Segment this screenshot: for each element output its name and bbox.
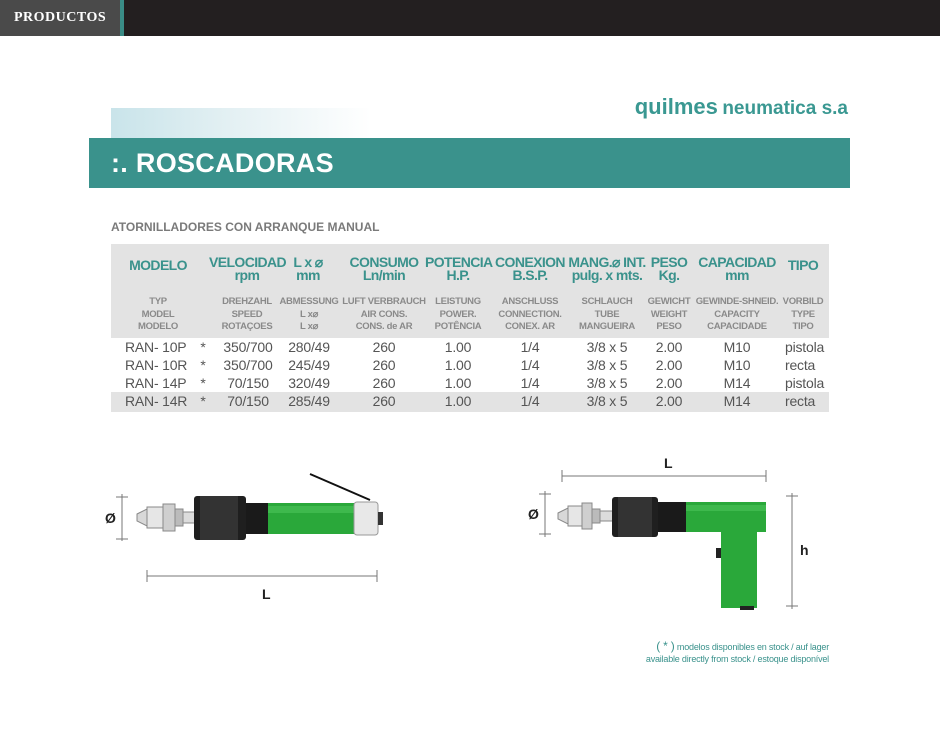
cell-modelo: RAN- 10P [125, 339, 187, 355]
cell-modelo: RAN- 10R [125, 357, 188, 373]
cell-peso: 2.00 [655, 339, 683, 355]
cell-lxd: 320/49 [288, 375, 330, 391]
cell-velocidad: 70/150 [227, 375, 269, 391]
cell-consumo: 260 [372, 357, 396, 373]
cell-consumo: 260 [372, 339, 396, 355]
col-head-potencia: POTENCIA H.P. [425, 254, 493, 283]
footnote-asterisk: ( * ) [656, 639, 675, 653]
footnote-line1: modelos disponibles en stock / auf lager [676, 642, 829, 652]
brand-name-part2: neumatica s.a [722, 98, 848, 119]
cell-tipo: pistola [785, 375, 825, 391]
col-sub-mang: SCHLAUCH TUBE MANGUEIRA [579, 296, 635, 332]
cell-velocidad: 70/150 [227, 393, 269, 409]
cell-stock: * [200, 375, 206, 391]
cell-conexion: 1/4 [520, 339, 540, 355]
pistol-diameter-label: Ø [528, 506, 539, 522]
section-title: :. ROSCADORAS [111, 148, 334, 178]
col-sub-consumo: LUFT VERBRAUCH AIR CONS. CONS. de AR [342, 296, 426, 332]
cell-potencia: 1.00 [444, 339, 472, 355]
col-head-tipo: TIPO [787, 257, 819, 273]
cell-modelo: RAN- 14R [125, 393, 188, 409]
col-head-mang: MANG.⌀ INT. pulg. x mts. [568, 254, 646, 283]
cell-mang: 3/8 x 5 [586, 357, 628, 373]
col-sub-capacidad: GEWINDE-SHNEID. CAPACITY CAPACIDADE [695, 296, 779, 332]
cell-lxd: 280/49 [288, 339, 330, 355]
col-sub-lxd: ABMESSUNG L x⌀ L x⌀ [279, 296, 339, 332]
cell-stock: * [200, 393, 206, 409]
cell-mang: 3/8 x 5 [586, 339, 628, 355]
col-sub-conexion: ANSCHLUSS CONNECTION. CONEX. AR [498, 296, 562, 332]
cell-conexion: 1/4 [520, 375, 540, 391]
pistol-height-label: h [800, 542, 809, 558]
cell-consumo: 260 [372, 393, 396, 409]
cell-velocidad: 350/700 [223, 339, 273, 355]
col-sub-velocidad: DREHZAHL SPEED ROTAÇOES [221, 296, 273, 332]
cell-conexion: 1/4 [520, 393, 540, 409]
cell-capacidad: M14 [723, 393, 751, 409]
col-head-conexion: CONEXION B.S.P. [495, 254, 565, 283]
cell-capacidad: M10 [723, 339, 751, 355]
pistol-length-label: L [664, 455, 673, 471]
cell-potencia: 1.00 [444, 357, 472, 373]
col-head-consumo: CONSUMO Ln/min [349, 254, 419, 283]
cell-consumo: 260 [372, 375, 396, 391]
cell-lxd: 245/49 [288, 357, 330, 373]
cell-stock: * [200, 339, 206, 355]
cell-capacidad: M10 [723, 357, 751, 373]
brand-name-part1: quilmes [634, 94, 718, 119]
cell-tipo: pistola [785, 339, 825, 355]
cell-peso: 2.00 [655, 375, 683, 391]
col-sub-potencia: LEISTUNG POWER. POTÊNCIA [434, 296, 482, 332]
cell-velocidad: 350/700 [223, 357, 273, 373]
col-sub-modelo: TYP MODEL MODELO [138, 296, 178, 332]
tab-productos[interactable]: PRODUCTOS [0, 0, 124, 36]
cell-potencia: 1.00 [444, 375, 472, 391]
section-subtitle: ATORNILLADORES CON ARRANQUE MANUAL [111, 220, 380, 234]
straight-length-label: L [262, 586, 271, 602]
col-sub-tipo: VORBILD TYPE TIPO [782, 296, 824, 332]
col-sub-peso: GEWICHT WEIGHT PESO [647, 296, 691, 332]
cell-lxd: 285/49 [288, 393, 330, 409]
cell-peso: 2.00 [655, 393, 683, 409]
cell-tipo: recta [785, 393, 816, 409]
stock-footnote [646, 640, 829, 665]
straight-tool-drawing [116, 474, 383, 582]
col-head-peso: PESO Kg. [650, 254, 688, 283]
col-head-capacidad: CAPACIDAD mm [698, 254, 776, 283]
col-head-velocidad: VELOCIDAD rpm [209, 254, 287, 283]
col-head-modelo: MODELO [129, 257, 187, 273]
straight-diameter-label: Ø [105, 510, 116, 526]
cell-conexion: 1/4 [520, 357, 540, 373]
cell-stock: * [200, 357, 206, 373]
cell-capacidad: M14 [723, 375, 751, 391]
footnote-line2: available directly from stock / estoque disponível [645, 654, 829, 664]
cell-tipo: recta [785, 357, 816, 373]
col-head-lxd: L x ⌀ mm [293, 254, 323, 283]
cell-modelo: RAN- 14P [125, 375, 187, 391]
pistol-tool-drawing [539, 470, 798, 610]
cell-peso: 2.00 [655, 357, 683, 373]
cell-potencia: 1.00 [444, 393, 472, 409]
cell-mang: 3/8 x 5 [586, 393, 628, 409]
cell-mang: 3/8 x 5 [586, 375, 628, 391]
